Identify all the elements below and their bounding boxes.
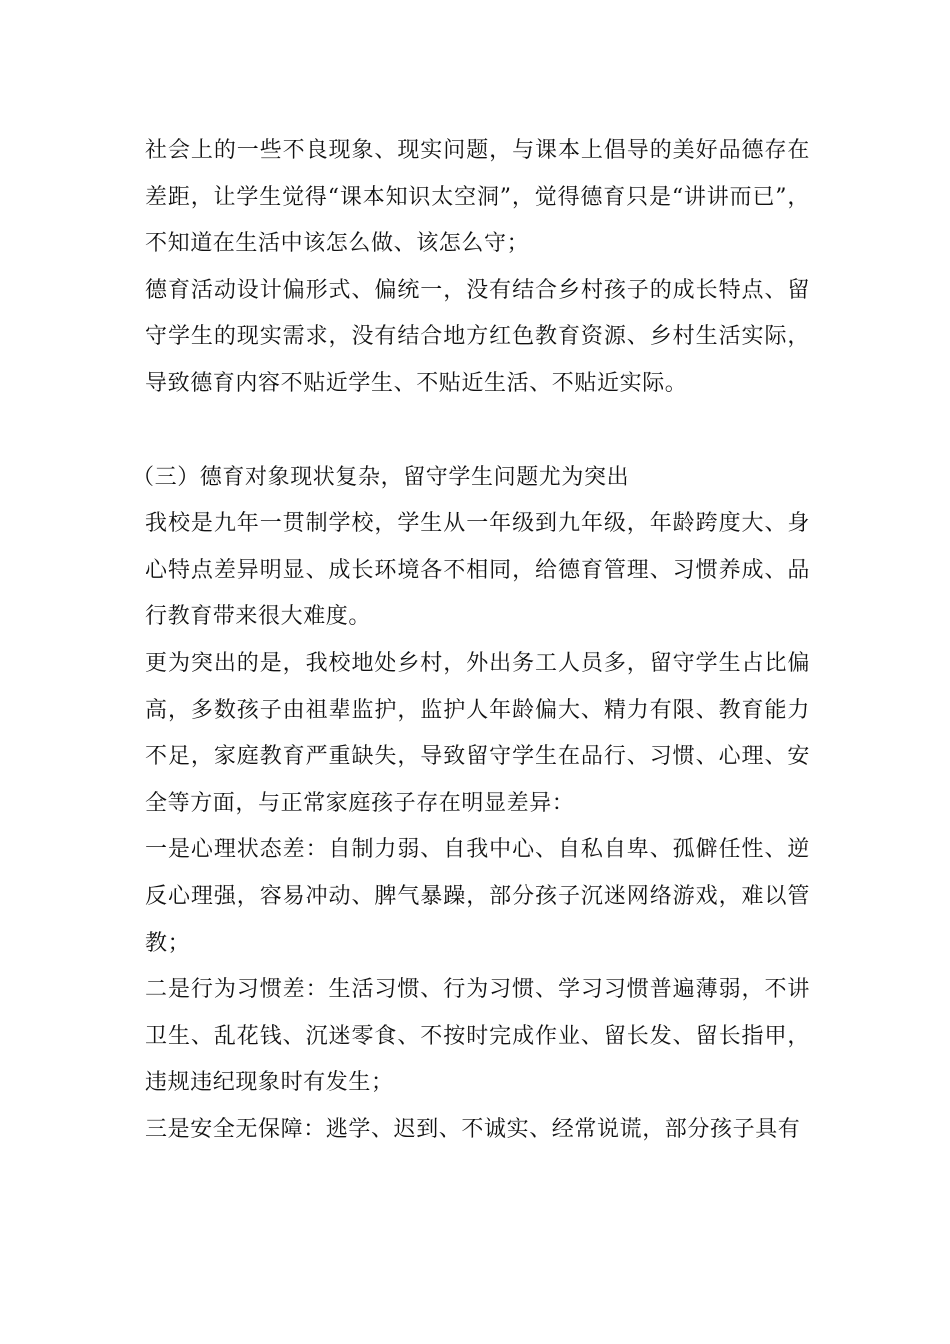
paragraph: 更为突出的是，我校地处乡村，外出务工人员多，留守学生占比偏高，多数孩子由祖辈监护，监护人年龄偏大、精力有限、教育能力不足，家庭教育严重缺失，导致留守学生在品行、习惯、心理、安全等方面，与正常家庭孩子存在明显差异： bbox=[145, 650, 810, 816]
paragraph: 三是安全无保障：逃学、迟到、不诚实、经常说谎，部分孩子具有 bbox=[145, 1116, 801, 1142]
document-body bbox=[132, 128, 810, 1153]
paragraph: 一是心理状态差：自制力弱、自我中心、自私自卑、孤僻任性、逆反心理强，容易冲动、脾气暴躁，部分孩子沉迷网络游戏，难以管教； bbox=[145, 837, 810, 956]
paragraph: 德育活动设计偏形式、偏统一，没有结合乡村孩子的成长特点、留守学生的现实需求，没有结合地方红色教育资源、乡村生活实际，导致德育内容不贴近学生、不贴近生活、不贴近实际。 bbox=[145, 277, 810, 396]
paragraph: 我校是九年一贯制学校，学生从一年级到九年级，年龄跨度大、身心特点差异明显、成长环境各不相同，给德育管理、习惯养成、品行教育带来很大难度。 bbox=[145, 511, 810, 630]
paragraph: 二是行为习惯差：生活习惯、行为习惯、学习习惯普遍薄弱，不讲卫生、乱花钱、沉迷零食、不按时完成作业、留长发、留长指甲，违规违纪现象时有发生； bbox=[145, 977, 810, 1096]
section-heading: （三）德育对象现状复杂，留守学生问题尤为突出 bbox=[132, 464, 630, 490]
paragraph-spacer bbox=[145, 408, 810, 455]
paragraph: 社会上的一些不良现象、现实问题，与课本上倡导的美好品德存在差距，让学生觉得“课本知识太空洞”，觉得德育只是“讲讲而已”，不知道在生活中该怎么做、该怎么守； bbox=[145, 138, 810, 257]
